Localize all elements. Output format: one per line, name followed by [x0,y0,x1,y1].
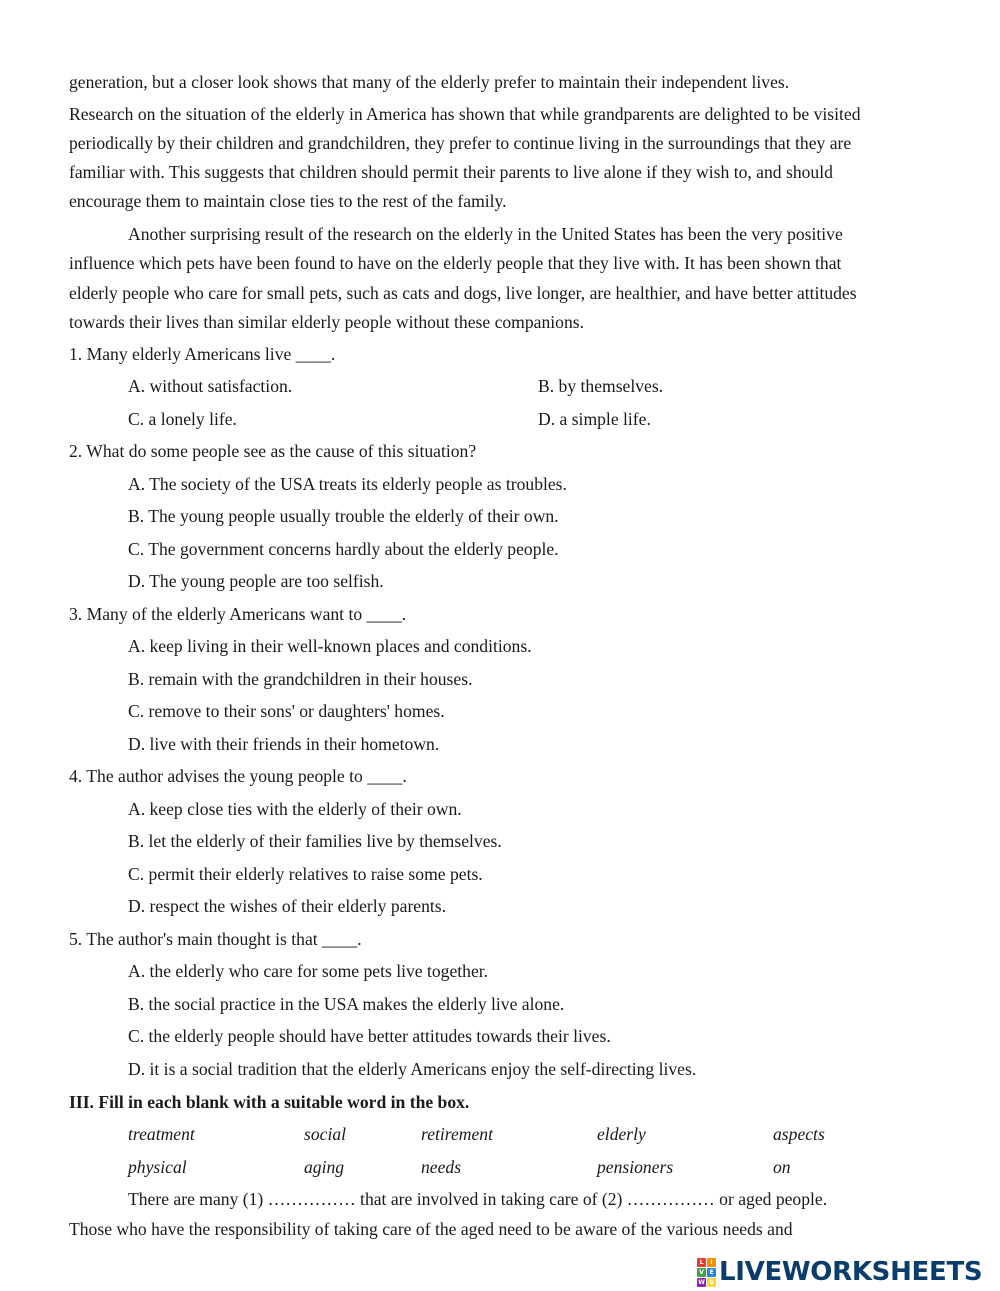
question-stem: 3. Many of the elderly Americans want to ____. [69,604,407,624]
word-box-item: retirement [421,1124,493,1144]
cloze-text-line: Those who have the responsibility of taking care of the aged need to be aware of the various needs and [69,1219,793,1239]
word-box-item: social [304,1124,347,1144]
logo-block: S [707,1278,716,1287]
answer-option[interactable]: D. live with their friends in their hometown. [128,734,440,754]
question-stem: 5. The author's main thought is that ____. [69,929,362,949]
passage-line: influence which pets have been found to have on the elderly people that they live with. It has been shown that [69,253,842,273]
answer-option[interactable]: B. remain with the grandchildren in their houses. [128,669,473,689]
answer-option[interactable]: D. The young people are too selfish. [128,571,384,591]
answer-option[interactable]: C. a lonely life. [128,409,237,429]
answer-option[interactable]: B. let the elderly of their families live by themselves. [128,831,502,851]
passage-line: Another surprising result of the research on the elderly in the United States has been the very positive [128,224,843,244]
logo-block: E [707,1268,716,1277]
answer-option[interactable]: D. a simple life. [538,409,651,429]
answer-option[interactable]: D. respect the wishes of their elderly parents. [128,896,447,916]
passage-line: periodically by their children and grandchildren, they prefer to continue living in the surroundings that they are [69,133,852,153]
passage-line: familiar with. This suggests that children should permit their parents to live alone if they wish to, and should [69,162,833,182]
passage-line: elderly people who care for small pets, such as cats and dogs, live longer, are healthier, and have better attitudes [69,283,857,303]
passage-line: generation, but a closer look shows that many of the elderly prefer to maintain their independent lives. [69,72,790,92]
logo-block: V [697,1268,706,1277]
word-box-item: needs [421,1157,462,1177]
logo-block: L [697,1258,706,1267]
answer-option[interactable]: D. it is a social tradition that the elderly Americans enjoy the self-directing lives. [128,1059,697,1079]
liveworksheets-logo [697,1258,982,1286]
word-box-item: treatment [128,1124,195,1144]
passage-line: Research on the situation of the elderly in America has shown that while grandparents are delighted to be visited [69,104,861,124]
answer-option[interactable]: B. the social practice in the USA makes the elderly live alone. [128,994,565,1014]
answer-option[interactable]: A. the elderly who care for some pets live together. [128,961,489,981]
word-box-item: on [773,1157,791,1177]
word-box-item: physical [128,1157,187,1177]
answer-option[interactable]: A. The society of the USA treats its elderly people as troubles. [128,474,567,494]
answer-option[interactable]: C. permit their elderly relatives to raise some pets. [128,864,483,884]
answer-option[interactable]: C. the elderly people should have better attitudes towards their lives. [128,1026,611,1046]
cloze-text-line: There are many (1) …………… that are involved in taking care of (2) …………… or aged people. [128,1189,828,1209]
question-stem: 4. The author advises the young people to ____. [69,766,407,786]
logo-block: W [698,1278,705,1286]
word-box-item: aging [304,1157,345,1177]
section-heading: III. Fill in each blank with a suitable word in the box. [69,1092,470,1112]
logo-block: I [707,1258,716,1267]
answer-option[interactable]: A. keep close ties with the elderly of their own. [128,799,462,819]
logo-blocks-icon [697,1258,716,1287]
answer-option[interactable]: A. without satisfaction. [128,376,293,396]
answer-option[interactable]: B. by themselves. [538,376,664,396]
answer-option[interactable]: A. keep living in their well-known places and conditions. [128,636,532,656]
question-stem: 1. Many elderly Americans live ____. [69,344,336,364]
answer-option[interactable]: B. The young people usually trouble the elderly of their own. [128,506,559,526]
passage-line: encourage them to maintain close ties to the rest of the family. [69,191,507,211]
answer-option[interactable]: C. The government concerns hardly about the elderly people. [128,539,559,559]
passage-line: towards their lives than similar elderly people without these companions. [69,312,584,332]
question-stem: 2. What do some people see as the cause of this situation? [69,441,477,461]
word-box-item: aspects [773,1124,825,1144]
logo-text: LIVEWORKSHEETS [719,1257,983,1287]
word-box-item: elderly [597,1124,646,1144]
word-box-item: pensioners [597,1157,674,1177]
answer-option[interactable]: C. remove to their sons' or daughters' homes. [128,701,445,721]
